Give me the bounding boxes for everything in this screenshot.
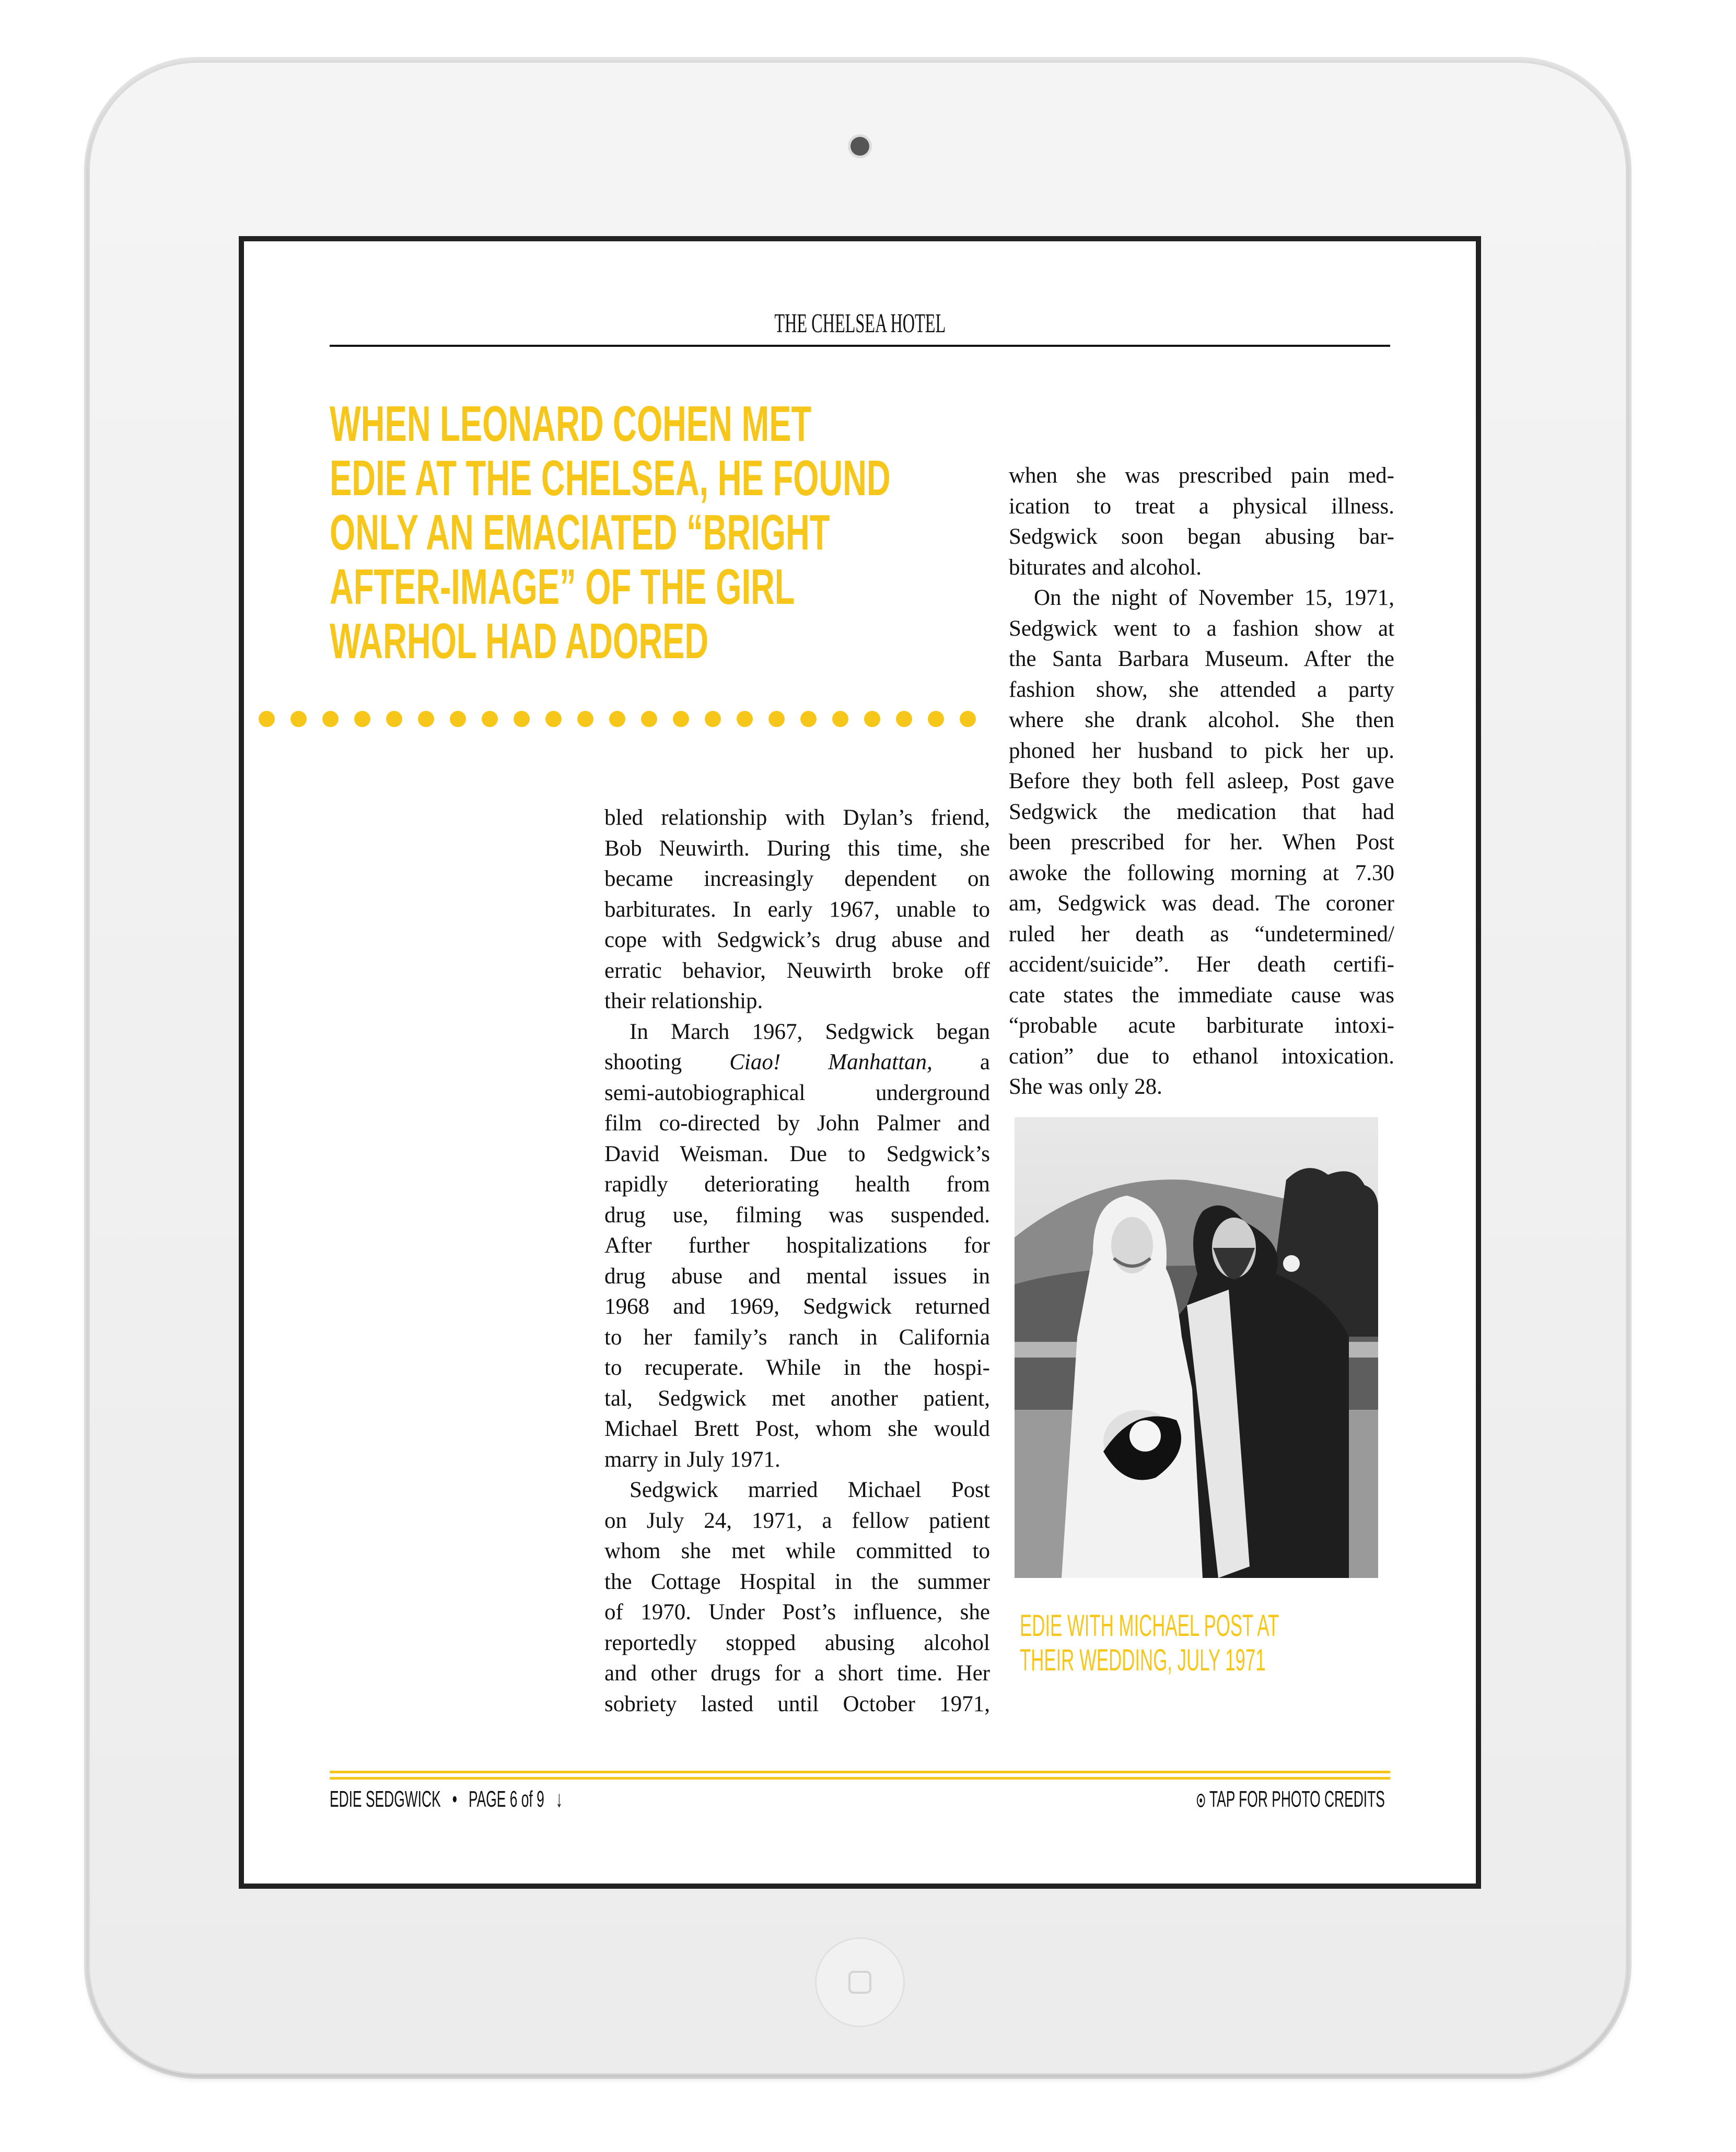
text-line: whom she met while committed to	[604, 1539, 990, 1563]
text-line: Sedgwick married Michael Post	[630, 1478, 990, 1502]
magazine-title: EDIE SEDGWICK	[330, 1786, 441, 1812]
headline-line: ONLY AN EMACIATED “BRIGHT	[330, 505, 830, 560]
divider-dot	[259, 711, 275, 727]
text-line: tal, Sedgwick met another patient,	[604, 1386, 990, 1411]
divider-dot	[960, 711, 976, 727]
divider-dot	[290, 711, 307, 727]
text-line: cation” due to ethanol intoxication.	[1009, 1044, 1394, 1069]
text-line: to her family’s ranch in California	[604, 1325, 990, 1350]
text-line: After further hospitalizations for	[604, 1233, 990, 1258]
text-line: accident/suicide”. Her death certifi-	[1009, 952, 1394, 977]
magazine-page	[239, 236, 1481, 1889]
text-line: phoned her husband to pick her up.	[1009, 738, 1394, 763]
text-line: Before they both fell asleep, Post gave	[1009, 769, 1394, 793]
separator-bullet: •	[452, 1786, 457, 1812]
divider-dot	[768, 711, 785, 727]
divider-dot	[832, 711, 848, 727]
text-line: the Santa Barbara Museum. After the	[1009, 647, 1394, 671]
divider-dot	[354, 711, 370, 727]
text-line: marry in July 1971.	[604, 1447, 780, 1472]
text-line: of 1970. Under Post’s influence, she	[604, 1600, 990, 1624]
text-line: the Cottage Hospital in the summer	[604, 1569, 990, 1594]
divider-dot	[737, 711, 753, 727]
divider-dot	[896, 711, 912, 727]
divider-dot	[609, 711, 625, 727]
text-line: erratic behavior, Neuwirth broke off	[604, 958, 990, 983]
text-line: when she was prescribed pain med-	[1009, 463, 1394, 488]
camera-icon	[850, 137, 869, 156]
header-rule	[330, 345, 1390, 347]
text-line: cope with Sedgwick’s drug abuse and	[604, 928, 990, 952]
divider-dot	[514, 711, 530, 727]
divider-dot	[450, 711, 466, 727]
text-line: sobriety lasted until October 1971,	[604, 1691, 990, 1716]
divider-dot	[545, 711, 562, 727]
text-line: In March 1967, Sedgwick began	[630, 1019, 990, 1044]
text-line: on July 24, 1971, a fellow patient	[604, 1508, 990, 1533]
running-head: THE CHELSEA HOTEL	[774, 309, 946, 338]
text-line: am, Sedgwick was dead. The coroner	[1009, 891, 1394, 916]
headline-line: WARHOL HAD ADORED	[330, 613, 709, 669]
text-line: drug abuse and mental issues in	[604, 1264, 990, 1289]
home-square-icon	[848, 1971, 871, 1994]
divider-dot	[641, 711, 657, 727]
text-line: been prescribed for her. When Post	[1009, 830, 1394, 855]
text-line: fashion show, she attended a party	[1009, 677, 1394, 702]
divider-dot	[418, 711, 434, 727]
text-line: barbiturates. In early 1967, unable to	[604, 897, 990, 922]
headline-line: AFTER-IMAGE” OF THE GIRL	[330, 559, 795, 615]
text-line: “probable acute barbiturate intoxi-	[1009, 1013, 1394, 1038]
headline-line: WHEN LEONARD COHEN MET	[330, 396, 812, 452]
text-line: bled relationship with Dylan’s friend,	[604, 805, 990, 830]
divider-dot	[322, 711, 339, 727]
film-title: Ciao! Manhattan,	[729, 1050, 933, 1074]
text-line: ruled her death as “undetermined/	[1009, 921, 1394, 946]
text-line: Sedgwick soon began abusing bar-	[1009, 524, 1394, 549]
pull-quote-headline	[330, 397, 891, 669]
page-indicator: PAGE 6 of 9	[468, 1786, 544, 1812]
text-line: On the night of November 15, 1971,	[1034, 586, 1394, 610]
text-line: shooting Ciao! Manhattan, a	[604, 1050, 990, 1074]
radio-target-icon	[1197, 1794, 1205, 1807]
text-line: Sedgwick the medication that had	[1009, 799, 1394, 824]
text-line: where she drank alcohol. She then	[1009, 708, 1394, 732]
divider-dot	[928, 711, 944, 727]
text-line: their relationship.	[604, 989, 763, 1013]
footer-rule-top	[330, 1771, 1390, 1773]
text-line: David Weisman. Due to Sedgwick’s	[604, 1141, 990, 1166]
text-line: ication to treat a physical illness.	[1009, 494, 1394, 519]
divider-dot	[386, 711, 402, 727]
text-line: biturates and alcohol.	[1009, 555, 1202, 580]
text-line: Michael Brett Post, whom she would	[604, 1417, 990, 1441]
photo-credits-button[interactable]: TAP FOR PHOTO CREDITS	[1197, 1786, 1385, 1812]
text-line: Bob Neuwirth. During this time, she	[604, 836, 990, 861]
text-line: awoke the following morning at 7.30	[1009, 860, 1394, 885]
text-line: drug use, filming was suspended.	[604, 1202, 990, 1227]
text-line: film co-directed by John Palmer and	[604, 1111, 990, 1136]
footer-rule-bottom	[330, 1777, 1390, 1780]
arrow-down-icon[interactable]: ↓	[555, 1786, 563, 1812]
text-line: She was only 28.	[1009, 1074, 1162, 1099]
text-line: 1968 and 1969, Sedgwick returned	[604, 1294, 990, 1319]
wedding-photo[interactable]	[1015, 1117, 1378, 1578]
text-line: reportedly stopped abusing alcohol	[604, 1630, 990, 1655]
text-line: semi-autobiographical underground	[604, 1080, 990, 1105]
text-line: and other drugs for a short time. Her	[604, 1661, 990, 1686]
divider-dot	[864, 711, 880, 727]
body-column-2	[1009, 461, 1394, 1103]
text-line: rapidly deteriorating health from	[604, 1172, 990, 1197]
text-line: Sedgwick went to a fashion show at	[1009, 616, 1394, 641]
divider-dot	[800, 711, 817, 727]
divider-dot	[705, 711, 721, 727]
footer-left	[330, 1786, 563, 1812]
headline-line: EDIE AT THE CHELSEA, HE FOUND	[330, 450, 891, 506]
text-line: became increasingly dependent on	[604, 867, 990, 891]
text-line: cate states the immediate cause was	[1009, 983, 1394, 1008]
divider-dot	[482, 711, 498, 727]
divider-dot	[673, 711, 689, 727]
photo-caption: EDIE WITH MICHAEL POST AT THEIR WEDDING, JULY 1971	[1020, 1609, 1279, 1677]
body-column-1	[604, 803, 990, 1720]
text-line: to recuperate. While in the hospi-	[604, 1355, 990, 1380]
divider-dot	[577, 711, 593, 727]
